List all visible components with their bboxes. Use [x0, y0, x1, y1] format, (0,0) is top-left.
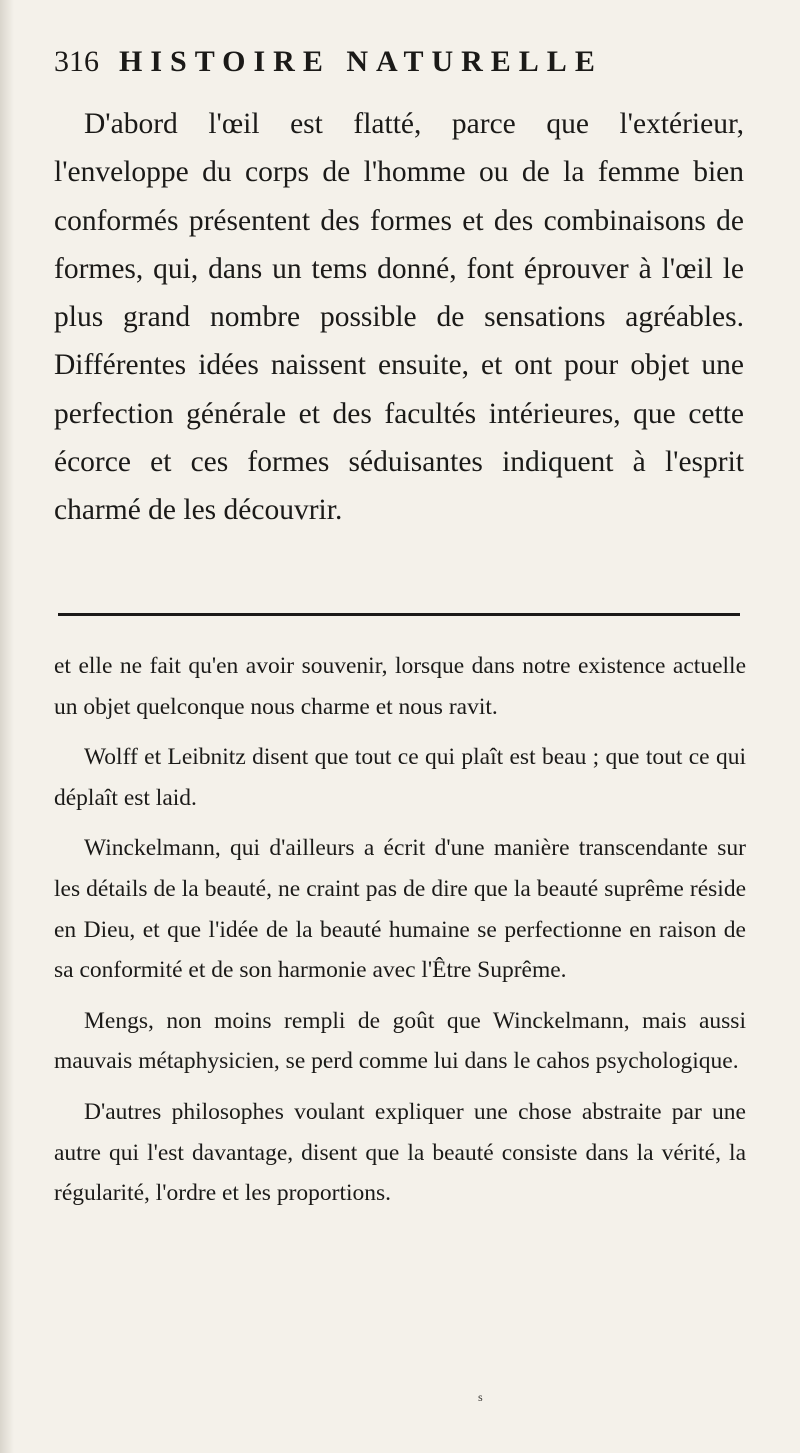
- running-title: HISTOIRE NATURELLE: [119, 45, 603, 78]
- footnote-paragraph: Wolff et Leibnitz disent que tout ce qui plaît est beau ; que tout ce qui déplaît est laid.: [54, 744, 746, 811]
- main-paragraph: D'abord l'œil est flatté, parce que l'extérieur, l'enveloppe du corps de l'homme ou de la femme bien conformés présentent des formes et des combinaisons de formes, qui, dans un tems donné, font éprouver à l'œil le plus grand nombre possible de sensations agréables. Différentes idées naissent ensuite, et ont pour objet une perfection générale et des facultés intérieures, que cette écorce et ces formes séduisantes indiquent à l'esprit charmé de les découvrir.: [54, 108, 744, 527]
- main-text-block: [54, 100, 744, 535]
- footnote-paragraph: D'autres philosophes voulant expliquer une chose abstraite par une autre qui l'est davantage, disent que la beauté consiste dans la vérité, la régularité, l'ordre et les proportions.: [54, 1098, 746, 1207]
- signature-mark: s: [478, 1390, 483, 1404]
- footnote-block: [54, 646, 746, 1224]
- running-head: [54, 44, 744, 80]
- footnote-paragraph: et elle ne fait qu'en avoir souvenir, lorsque dans notre existence actuelle un objet quelconque nous charme et nous ravit.: [54, 653, 746, 720]
- footnote-divider: [58, 613, 740, 616]
- footnote-paragraph: Mengs, non moins rempli de goût que Winckelmann, mais aussi mauvais métaphysicien, se perd comme lui dans le cahos psychologique.: [54, 1007, 746, 1075]
- page-edge-shadow: [0, 0, 14, 1453]
- footnote-paragraph: Winckelmann, qui d'ailleurs a écrit d'une manière transcendante sur les détails de la beauté, ne craint pas de dire que la beauté suprême réside en Dieu, et que l'idée de la beauté humaine se perfectionne en raison de sa conformité et de son harmonie avec l'Être Suprême.: [54, 835, 746, 984]
- page-number: 316: [54, 45, 99, 78]
